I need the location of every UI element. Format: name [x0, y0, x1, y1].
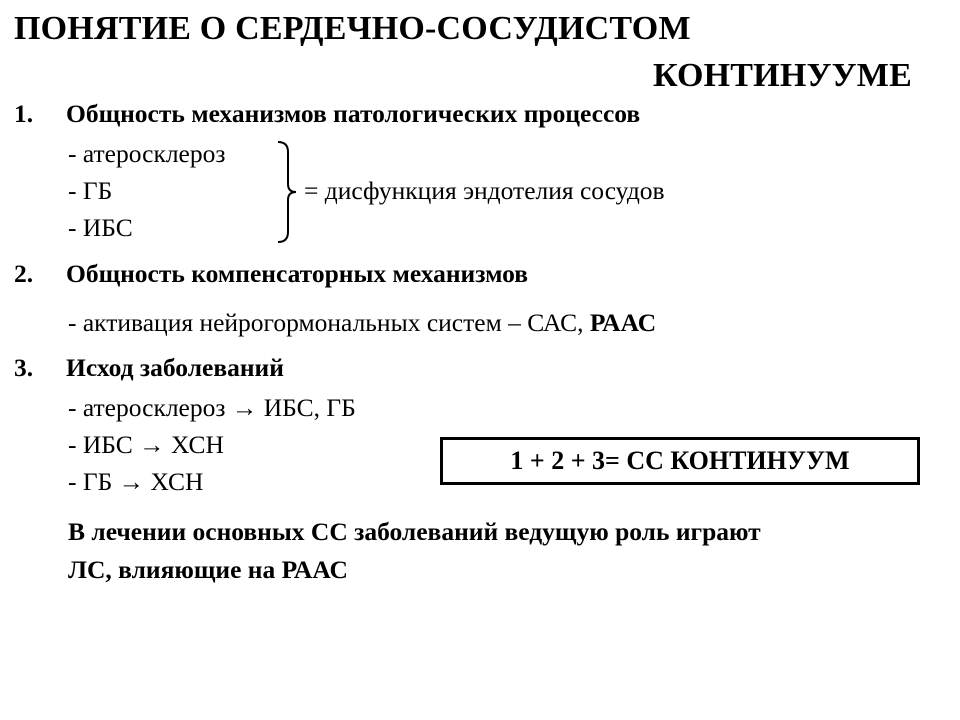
section-1-item-2: - ГБ [68, 176, 113, 205]
section-1-number: 1. [14, 99, 34, 128]
right-brace-icon [276, 140, 300, 244]
section-3-item-2: - ИБС → ХСН [68, 430, 224, 459]
section-2-heading: Общность компенсаторных механизмов [66, 259, 529, 288]
formula-text: 1 + 2 + 3= СС КОНТИНУУМ [510, 446, 850, 475]
section-3-number: 3. [14, 353, 34, 382]
section-2-item-prefix: - активация нейрогормональных систем – САС, [68, 308, 590, 337]
section-2-number: 2. [14, 259, 34, 288]
section-1-item-3: - ИБС [68, 213, 133, 242]
section-2-item-bold: РААС [589, 308, 657, 337]
conclusion-line2: ЛС, влияющие на РААС [68, 555, 348, 584]
bracket-result-text: = дисфункция эндотелия сосудов [304, 176, 665, 205]
formula-box [440, 437, 920, 485]
section-3-item-1: - атеросклероз → ИБС, ГБ [68, 393, 356, 422]
section-3-heading: Исход заболеваний [66, 353, 284, 382]
section-3-item-3: - ГБ → ХСН [68, 467, 204, 496]
section-1-item-1: - атеросклероз [68, 139, 226, 168]
section-2-item [68, 308, 656, 338]
page-title-line1: ПОНЯТИЕ О СЕРДЕЧНО-СОСУДИСТОМ [14, 10, 691, 47]
section-1-heading: Общность механизмов патологических процессов [66, 99, 641, 128]
page-title-line2: КОНТИНУУМЕ [653, 57, 912, 94]
conclusion-line1: В лечении основных СС заболеваний ведущую роль играют [68, 517, 761, 546]
